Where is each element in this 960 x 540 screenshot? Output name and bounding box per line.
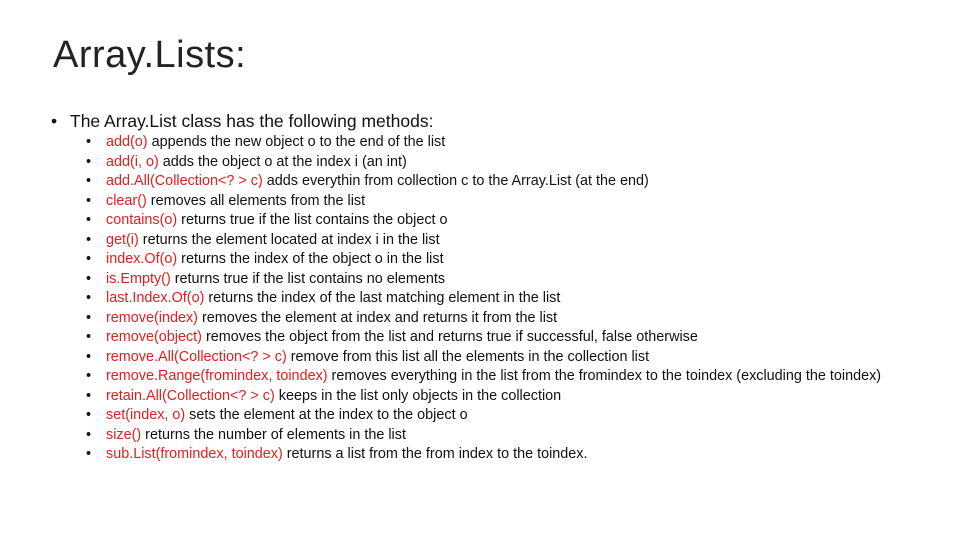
method-item	[86, 328, 916, 348]
method-signature: last.Index.Of(o)	[106, 290, 205, 306]
methods-list	[86, 133, 916, 465]
method-signature: remove.All(Collection<? > c)	[106, 348, 287, 365]
bullet-icon: •	[86, 387, 92, 404]
intro-bullet	[51, 111, 433, 132]
method-description: returns the index of the object o in the list	[177, 251, 444, 267]
method-item	[86, 387, 916, 407]
bullet-icon: •	[86, 309, 92, 326]
method-signature: remove.Range(fromindex, toindex)	[106, 368, 328, 384]
method-signature: contains(o)	[106, 212, 178, 228]
method-item	[86, 250, 916, 270]
method-signature: remove(object)	[106, 329, 202, 345]
method-signature: set(index, o)	[106, 407, 186, 423]
bullet-icon: •	[86, 407, 92, 423]
bullet-icon: •	[86, 231, 92, 248]
method-item	[86, 270, 916, 290]
method-signature: get(i)	[106, 231, 139, 248]
bullet-icon: •	[51, 111, 58, 131]
method-description: returns the number of elements in the list	[141, 426, 406, 443]
method-description: returns true if the list contains the object o	[177, 212, 448, 228]
bullet-icon: •	[86, 446, 92, 462]
method-item	[86, 309, 916, 329]
method-description: removes all elements from the list	[146, 192, 366, 209]
method-description: remove from this list all the elements in the collection list	[286, 348, 650, 365]
method-item	[86, 153, 916, 173]
bullet-icon: •	[86, 173, 92, 189]
method-item	[86, 445, 916, 465]
method-description: removes everything in the list from the fromindex to the toindex (excluding the toindex)	[327, 368, 882, 384]
method-description: returns true if the list contains no elements	[170, 270, 446, 287]
method-item	[86, 172, 916, 192]
method-signature: add.All(Collection<? > c)	[106, 173, 263, 189]
bullet-icon: •	[86, 329, 92, 345]
method-signature: is.Empty()	[106, 270, 171, 287]
slide-title: Array.Lists:	[53, 34, 247, 76]
bullet-icon: •	[86, 368, 92, 384]
bullet-icon: •	[86, 251, 92, 267]
bullet-icon: •	[86, 426, 92, 443]
method-item	[86, 348, 916, 368]
bullet-icon: •	[86, 134, 92, 150]
method-description: returns the element located at index i in the list	[138, 231, 440, 248]
bullet-icon: •	[86, 212, 92, 228]
method-item	[86, 426, 916, 446]
bullet-icon: •	[86, 348, 92, 365]
bullet-icon: •	[86, 290, 92, 306]
method-item	[86, 192, 916, 212]
method-signature: remove(index)	[106, 309, 198, 326]
method-item	[86, 133, 916, 153]
method-signature: add(i, o)	[106, 153, 159, 170]
bullet-icon: •	[86, 270, 92, 287]
method-signature: sub.List(fromindex, toindex)	[106, 446, 283, 462]
method-description: returns a list from the from index to the toindex.	[282, 446, 588, 462]
method-description: keeps in the list only objects in the collection	[274, 387, 562, 404]
method-item	[86, 231, 916, 251]
method-description: removes the element at index and returns it from the list	[197, 309, 558, 326]
method-item	[86, 211, 916, 231]
method-signature: retain.All(Collection<? > c)	[106, 387, 275, 404]
bullet-icon: •	[86, 153, 92, 170]
method-signature: clear()	[106, 192, 147, 209]
method-signature: add(o)	[106, 134, 148, 150]
method-description: appends the new object o to the end of the list	[147, 134, 446, 150]
method-description: returns the index of the last matching element in the list	[204, 290, 561, 306]
method-description: adds the object o at the index i (an int)	[158, 153, 407, 170]
method-description: sets the element at the index to the object o	[185, 407, 468, 423]
method-description: removes the object from the list and returns true if successful, false otherwise	[201, 329, 698, 345]
method-signature: size()	[106, 426, 142, 443]
method-description: adds everythin from collection c to the Array.List (at the end)	[262, 173, 649, 189]
bullet-icon: •	[86, 192, 92, 209]
intro-text: The Array.List class has the following methods:	[70, 111, 434, 131]
method-item	[86, 367, 916, 387]
method-item	[86, 289, 916, 309]
method-item	[86, 406, 916, 426]
method-signature: index.Of(o)	[106, 251, 178, 267]
